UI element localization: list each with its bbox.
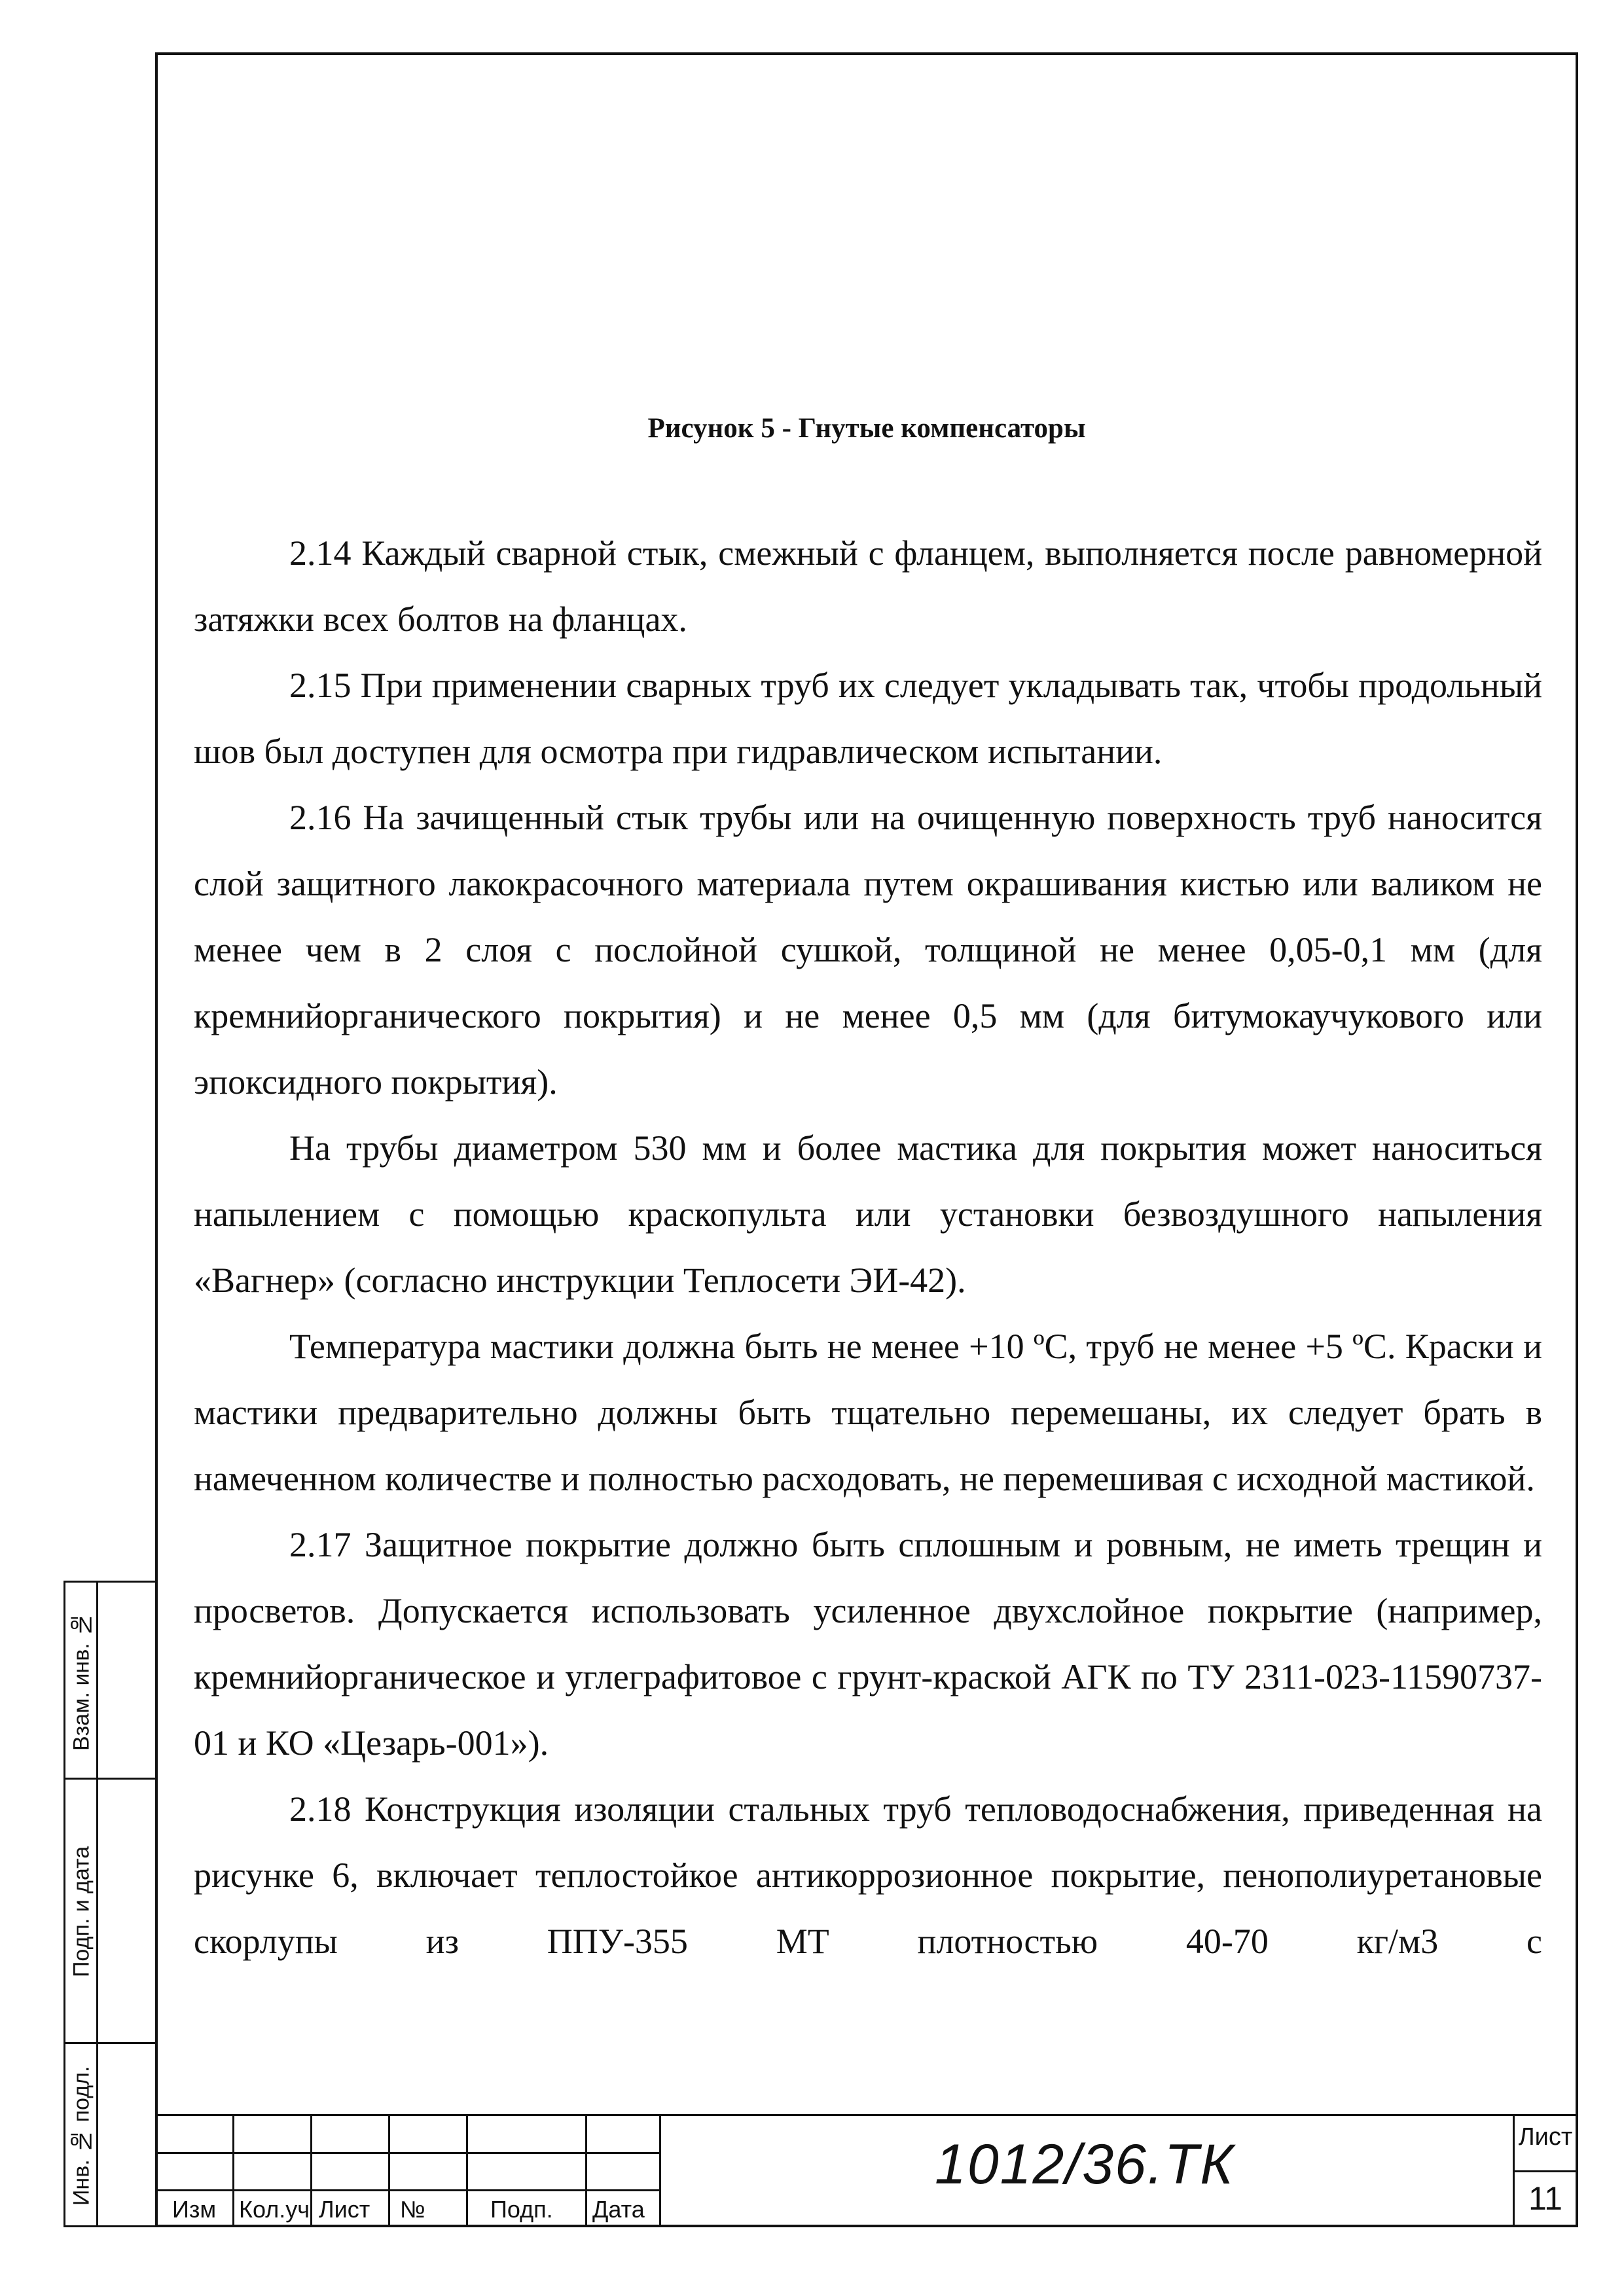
col-number: № (400, 2196, 425, 2223)
body-text (194, 520, 1542, 1975)
sheet-number: 11 (1528, 2180, 1562, 2217)
label-inv-podl: Инв. № подл. (69, 2066, 94, 2206)
paragraph-2-17: 2.17 Защитное покрытие должно быть сплошным и ровным, не иметь трещин и просветов. Допускается использовать усиленное двухслойное покрытие (например, кремнийорганическое и углеграфитовое с грунт-краской АГК по ТУ 2311-023-11590737-01 и КО «Цезарь-001»). (194, 1525, 1542, 1763)
col-izm: Изм (172, 2196, 217, 2223)
label-vzam-inv: Взам. инв. № (69, 1611, 94, 1751)
paragraph-2-16: 2.16 На зачищенный стык трубы или на очищенную поверхность труб наносится слой защитного лакокрасочного материала путем окрашивания кистью или валиком не менее чем в 2 слоя с послойной сушкой, толщиной не менее 0,05-0,1 мм (для кремнийорганического покрытия) и не менее 0,5 мм (для битумокаучукового или эпоксидного покрытия). (194, 798, 1542, 1102)
side-stamp (63, 1581, 155, 2227)
col-data: Дата (592, 2196, 645, 2223)
paragraph-mastic-temperature: Температура мастики должна быть не менее +10 ºС, труб не менее +5 ºС. Краски и мастики предварительно должны быть тщательно перемешаны, их следует брать в намеченном количестве и полностью расходовать, не перемешивая с исходной мастикой. (194, 1327, 1542, 1498)
title-block (155, 2114, 1578, 2227)
label-podp-data: Подп. и дата (69, 1846, 94, 1978)
paragraph-2-14: 2.14 Каждый сварной стык, смежный с фланцем, выполняется после равномерной затяжки всех болтов на фланцах. (194, 533, 1542, 639)
col-list: Лист (319, 2196, 370, 2223)
figure-caption: Рисунок 5 - Гнутые компенсаторы (647, 413, 1086, 444)
paragraph-mastic-spraying: На трубы диаметром 530 мм и более мастика для покрытия может наноситься напылением с помощью краскопульта или установки безвоздушного напыления «Вагнер» (согласно инструкции Теплосети ЭИ-42). (194, 1128, 1542, 1300)
document-code: 1012/36.ТК (935, 2133, 1235, 2196)
sheet-label: Лист (1518, 2123, 1573, 2151)
col-kol-uch: Кол.уч (239, 2196, 310, 2223)
paragraph-2-18: 2.18 Конструкция изоляции стальных труб тепловодоснабжения, приведенная на рисунке 6, включает теплостойкое антикоррозионное покрытие, пенополиуретановые скорлупы из ППУ-355 МТ плотностью 40-70 кг/м3 с (194, 1789, 1542, 1961)
paragraph-2-15: 2.15 При применении сварных труб их следует укладывать так, чтобы продольный шов был доступен для осмотра при гидравлическом испытании. (194, 666, 1542, 771)
col-podp: Подп. (490, 2196, 553, 2223)
